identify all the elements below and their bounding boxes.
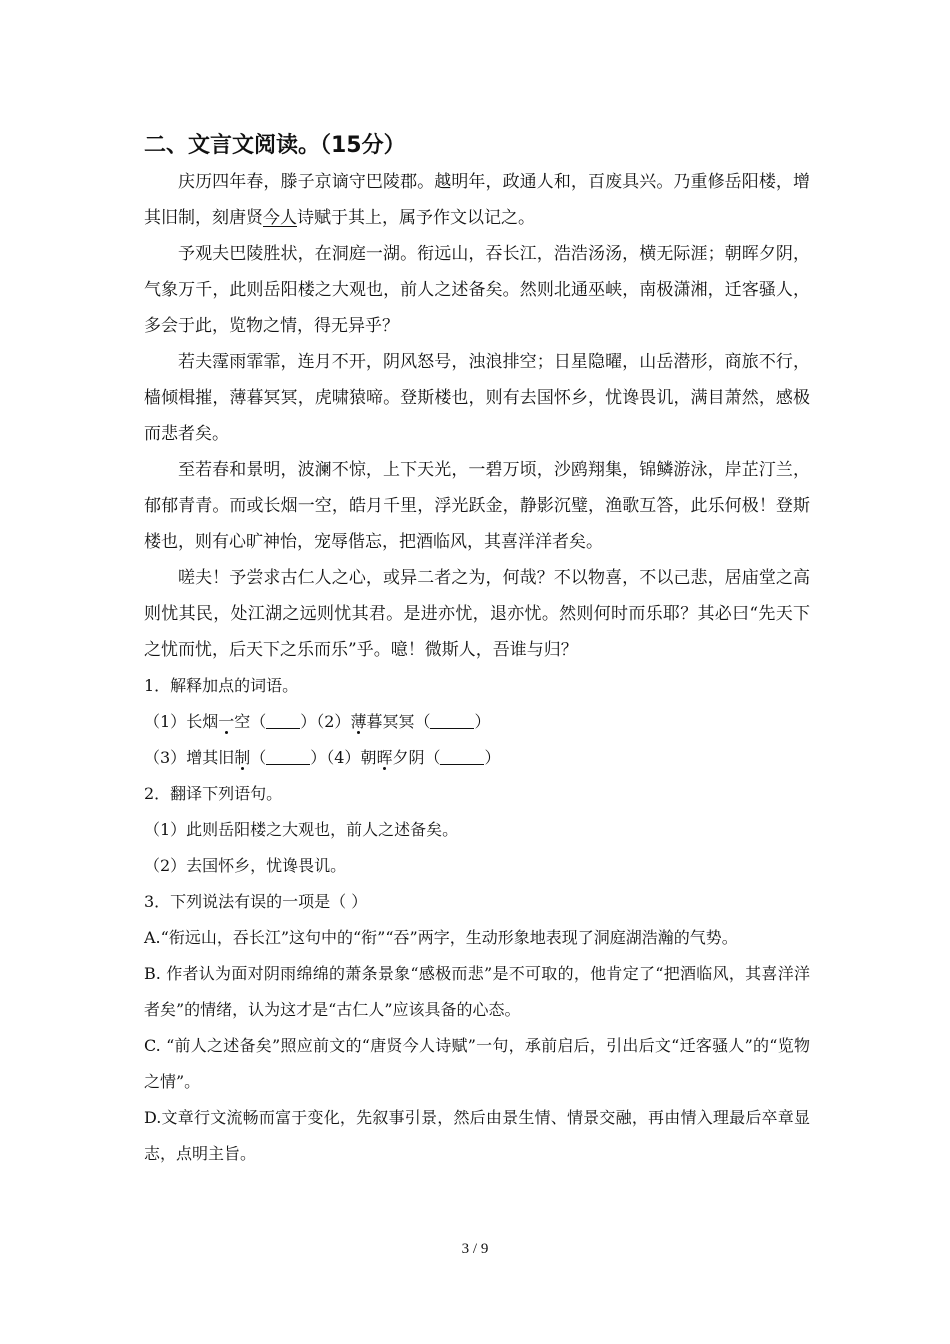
question-3-option-d[interactable]: D.文章行文流畅而富于变化，先叙事引景，然后由景生情、情景交融，再由情入理最后卒章显志，点明主旨。 xyxy=(144,1108,810,1163)
question-3-title: 3．下列说法有误的一项是（ ） xyxy=(144,892,368,911)
question-2-item-1: （1）此则岳阳楼之大观也，前人之述备矣。 xyxy=(144,820,459,839)
passage-paragraph-1: 庆历四年春，滕子京谪守巴陵郡。越明年，政通人和，百废具兴。乃重修岳阳楼，增其旧制，刻唐贤今人诗赋于其上，属予作文以记之。 xyxy=(144,172,810,228)
answer-blank[interactable] xyxy=(266,746,310,765)
question-3-option-b[interactable]: B. 作者认为面对阴雨绵绵的萧条景象“感极而悲”是不可取的，他肯定了“把酒临风，其喜洋洋者矣”的情绪，认为这才是“古仁人”应该具备的心态。 xyxy=(144,964,810,1019)
dotted-character: 制 xyxy=(234,748,251,767)
answer-blank[interactable] xyxy=(440,746,484,765)
dotted-character: 一 xyxy=(218,712,235,731)
answer-blank[interactable] xyxy=(430,710,474,729)
answer-blank[interactable] xyxy=(266,710,300,729)
dotted-character: 薄 xyxy=(350,712,367,731)
question-2-item-2: （2）去国怀乡，忧谗畏讥。 xyxy=(144,856,347,875)
section-heading: 二、文言文阅读。（15分） xyxy=(144,133,406,158)
question-2-title: 2．翻译下列语句。 xyxy=(144,784,283,803)
passage-paragraph-3: 若夫霪雨霏霏，连月不开，阴风怒号，浊浪排空；日星隐曜，山岳潜形，商旅不行，樯倾楫摧，薄暮冥冥，虎啸猿啼。登斯楼也，则有去国怀乡，忧谗畏讥，满目萧然，感极而悲者矣。 xyxy=(144,352,810,444)
passage-paragraph-5: 嗟夫！予尝求古仁人之心，或异二者之为，何哉？不以物喜，不以己悲，居庙堂之高则忧其民，处江湖之远则忧其君。是进亦忧，退亦忧。然则何时而乐耶？其必曰“先天下之忧而忧，后天下之乐而乐”乎。噫！微斯人，吾谁与归？ xyxy=(144,568,810,660)
passage-paragraph-4: 至若春和景明，波澜不惊，上下天光，一碧万顷，沙鸥翔集，锦鳞游泳，岸芷汀兰，郁郁青青。而或长烟一空，皓月千里，浮光跃金，静影沉璧，渔歌互答，此乐何极！登斯楼也，则有心旷神怡，宠辱偕忘，把酒临风，其喜洋洋者矣。 xyxy=(144,460,810,552)
question-1-row-2: （3）增其旧制（ ）（4）朝晖夕阴（ ） xyxy=(144,748,501,767)
dotted-character: 晖 xyxy=(376,748,393,767)
question-1-row-1: （1）长烟一空（ ）（2）薄暮冥冥（ ） xyxy=(144,712,491,731)
question-3-option-a[interactable]: A.“衔远山，吞长江”这句中的“衔”“吞”两字，生动形象地表现了洞庭湖浩瀚的气势。 xyxy=(144,928,738,947)
passage-paragraph-2: 予观夫巴陵胜状，在洞庭一湖。衔远山，吞长江，浩浩汤汤，横无际涯；朝晖夕阴，气象万千，此则岳阳楼之大观也，前人之述备矣。然则北通巫峡，南极潇湘，迁客骚人，多会于此，览物之情，得无异乎？ xyxy=(144,244,810,336)
question-1-title: 1．解释加点的词语。 xyxy=(144,676,299,695)
underlined-term: 今人 xyxy=(263,208,297,228)
page-content xyxy=(144,128,810,1172)
question-3-option-c[interactable]: C. “前人之述备矣”照应前文的“唐贤今人诗赋”一句，承前启后，引出后文“迁客骚人”的“览物之情”。 xyxy=(144,1036,810,1091)
page-number: 3 / 9 xyxy=(461,1241,489,1257)
